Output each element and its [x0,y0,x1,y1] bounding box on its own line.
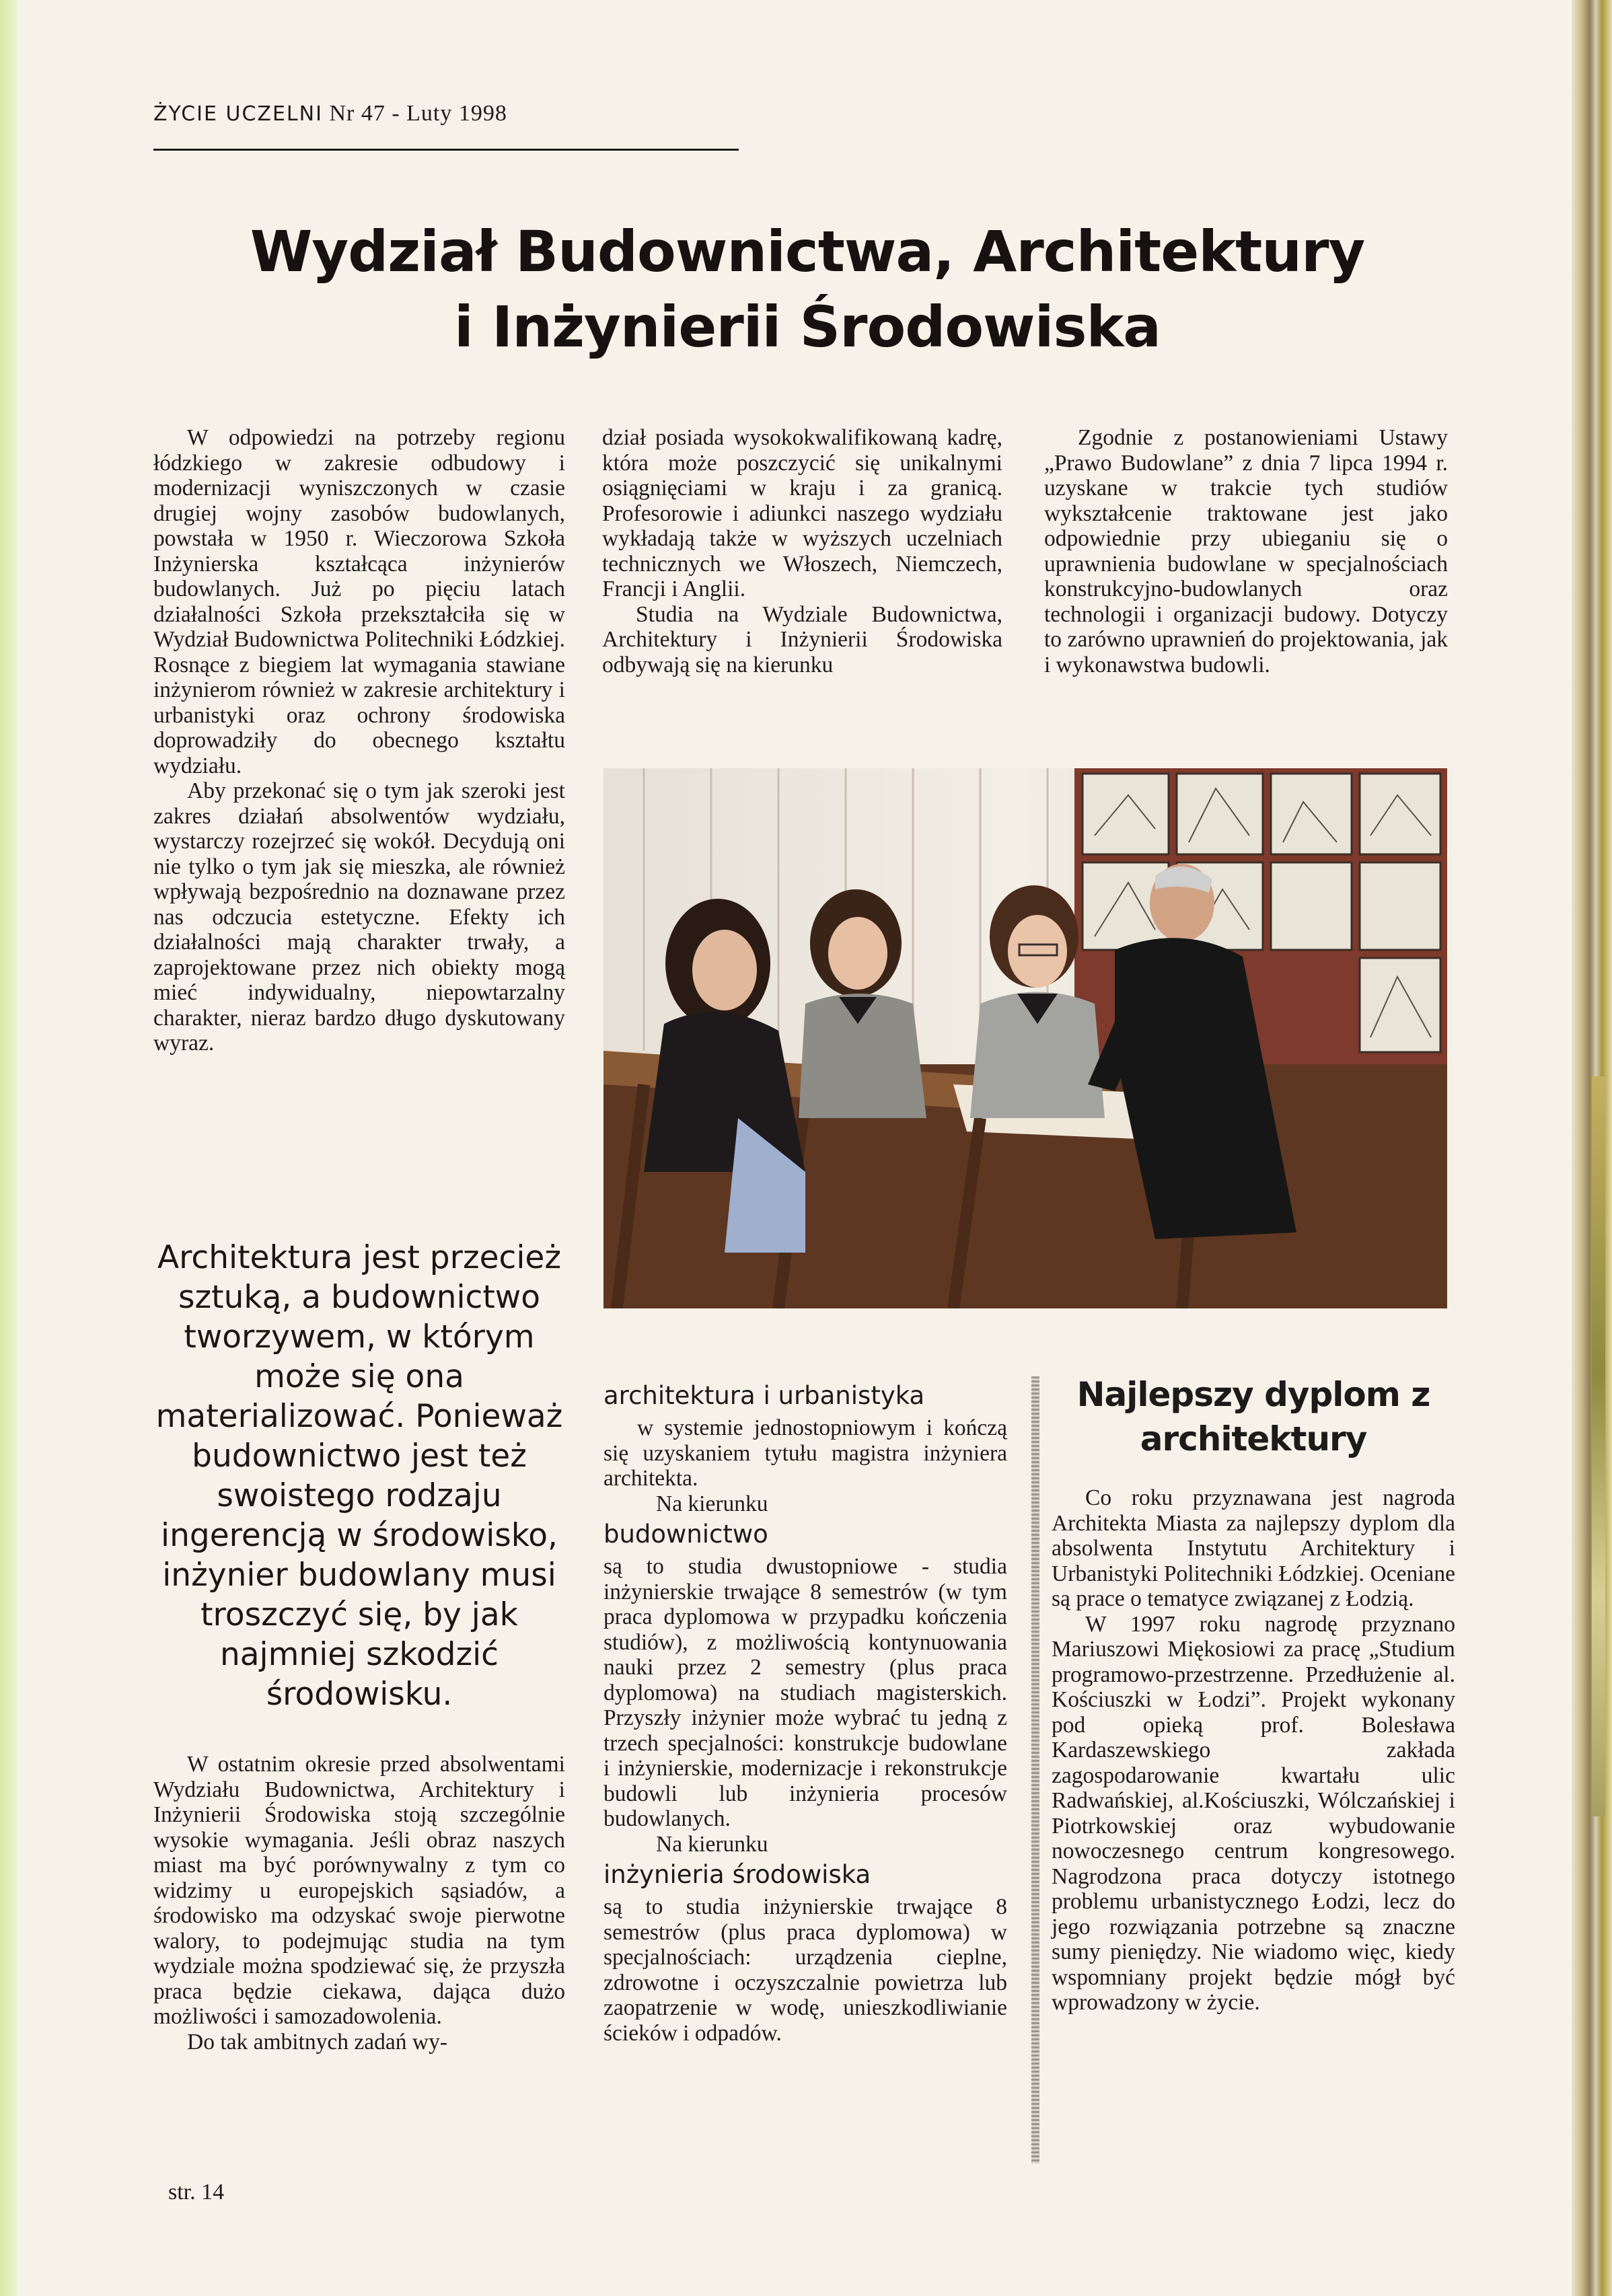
intro-column-2 [602,425,1002,677]
intro-col2-paragraph-1: dział posiada wysokokwalifikowaną kadrę, która może poszczycić się unikalnymi osiągnięciami w kraju i za granicą. Profesorowie i adiunkci naszego wydziału wykładają także w wyższych uczelniach technicznych we Włoszech, Niemczech, Francji i Anglii. [602,425,1002,601]
sidebar-title: Najlepszy dyplom z architektury [1076,1375,1430,1458]
adjacent-page-strip [1592,1076,1605,1816]
program-heading-budownictwo: budownictwo [603,1520,768,1549]
program-heading-inzynieria: inżynieria środowiska [603,1860,871,1889]
intro-paragraph-1: W odpowiedzi na potrzeby regionu łódzkiego w zakresie odbudowy i modernizacji wyniszczonych w czasie drugiej wojny zasobów budowlanych, powstała w 1950 r. Wieczorowa Szkoła Inżynierska kształcąca inżynierów budowlanych. Już po pięciu latach działalności Szkoła przekształciła się w Wydział Budownictwa Politechniki Łódzkiej. Rosnące z biegiem lat wymagania stawiane inżynierom również w zakresie architektury i urbanistyki oraz ochrony środowiska doprowadziły do obecnego kształtu wydziału. [153,425,566,778]
page-right-edge [1572,0,1612,2296]
title-line-2: i Inżynierii Środowiska [454,294,1161,360]
classroom-photo [603,768,1447,1308]
classroom-photo-illustration [603,768,1447,1308]
running-head [153,101,507,126]
intro-col3-paragraph-1: Zgodnie z postanowieniami Ustawy „Prawo Budowlane” z dnia 7 lipca 1994 r. uzyskane w trakcie tych studiów wykształcenie traktowane jest jako odpowiednie przy ubieganiu się o uprawnienia budowlane w specjalnościach konstrukcyjno-budowlanych oraz technologii i organizacji budowy. Dotyczy to zarówno uprawnień do projektowania, jak i wykonawstwa budowli. [1044,425,1448,677]
sidebar-paragraph-1: Co roku przyznawana jest nagroda Architekta Miasta za najlepszy dyplom dla absolwenta Instytutu Architektury i Urbanistyki Politechniki Łódzkiej. Oceniane są prace o tematyce związanej z Łodzią. [1052,1485,1455,1611]
intro-col2-paragraph-2: Studia na Wydziale Budownictwa, Architektury i Inżynierii Środowiska odbywają się na kierunku [602,601,1002,677]
program-lead-in-1: Na kierunku [656,1491,768,1516]
program-lead-in-2: Na kierunku [656,1831,768,1857]
intro-column-3 [1044,425,1448,677]
sidebar-paragraph-2: W 1997 roku nagrodę przyznano Mariuszowi Miękosiowi za pracę „Studium programowo-przestrzenne. Przedłużenie al. Kościuszki w Łodzi”. Projekt wykonany pod opieką prof. Bolesława Kardaszewskiego zakłada zagospodarowanie kwartału ulic Radwańskiej, al.Kościuszki, Wólczańskiej i Piotrkowskiej oraz wybudowanie nowoczesnego centrum kongresowego. Nagrodzona praca dotyczy istotnego problemu urbanistycznego Łodzi, lecz do jego rozwiązania potrzebne są znaczne sumy pieniędzy. Nie wiadomo więc, kiedy wspomniany projekt będzie mógł być wprowadzony w życie. [1052,1611,1455,2015]
title-line-1: Wydział Budownictwa, Architektury [250,219,1365,285]
program-text-architektura: w systemie jednostopniowym i kończą się uzyskaniem tytułu magistra inżyniera architekta. [603,1415,1007,1491]
programs-column [603,1378,1007,2046]
article-title [202,214,1413,365]
intro-paragraph-2: Aby przekonać się o tym jak szeroki jest zakres działań absolwentów wydziału, wystarczy rozejrzeć się wokół. Decydują oni nie tylko o tym jak się mieszka, ale również wpływają bezpośrednio na doznawane przez nas odczucia estetyczne. Efekty ich działalności mają charakter trwały, a zaprojektowane przez nich obiekty mogą mieć indywidualny, niepowtarzalny charakter, nieraz bardzo długo dyskutowany wyraz. [153,778,565,1056]
header-rule [153,149,739,151]
closing-paragraph-2: Do tak ambitnych zadań wy- [187,2029,447,2054]
program-text-budownictwo: są to studia dwustopniowe - studia inżynierskie trwające 8 semestrów (w tym praca dyplomowa w przypadku kończenia studiów), z możliwością kontynuowania nauki przez 2 semestry (plus praca dyplomowa) na studiach magisterskich. Przyszły inżynier może wybrać tu jedną z trzech specjalności: konstrukcje budowlane i inżynierskie, modernizacje i rekonstrukcje budowli lub inżynieria procesów budowlanych. [603,1554,1007,1831]
page-number: str. 14 [168,2180,225,2205]
magazine-name: ŻYCIE UCZELNI [153,102,323,126]
pull-quote: Architektura jest przecież sztuką, a budownictwo tworzywem, w którym może się ona materializować. Ponieważ budownictwo jest też swoistego rodzaju ingerencją w środowisko, inżynier budowlany musi troszczyć się, by jak najmniej szkodzić środowisku. [155,1239,563,1713]
bottom-column-1 [153,1752,565,2054]
page-left-edge [0,0,17,2296]
sidebar-box [1052,1372,1455,2015]
program-heading-architektura: architektura i urbanistyka [603,1381,925,1410]
sidebar-divider [1031,1376,1039,2163]
program-text-inzynieria: są to studia inżynierskie trwające 8 semestrów (plus praca dyplomowa) w specjalnościach: urządzenia cieplne, zdrowotne i oczyszczalnie powietrza lub zaopatrzenie w wodę, unieszkodliwianie ścieków i odpadów. [603,1894,1007,2046]
closing-paragraph-1: W ostatnim okresie przed absolwentami Wydziału Budownictwa, Architektury i Inżynierii Środowiska stoją szczególnie wysokie wymagania. Jeśli obraz naszych miast ma być porównywalny z tym co widzimy u europejskich sąsiadów, a środowisko ma odzyskać swoje pierwotne walory, to podejmując studia na tym wydziale można spodziewać się, że przyszła praca będzie ciekawa, dająca dużo możliwości i samozadowolenia. [153,1752,565,2029]
issue-number: Nr 47 - Luty 1998 [329,101,507,126]
intro-column-1 [153,425,565,1056]
